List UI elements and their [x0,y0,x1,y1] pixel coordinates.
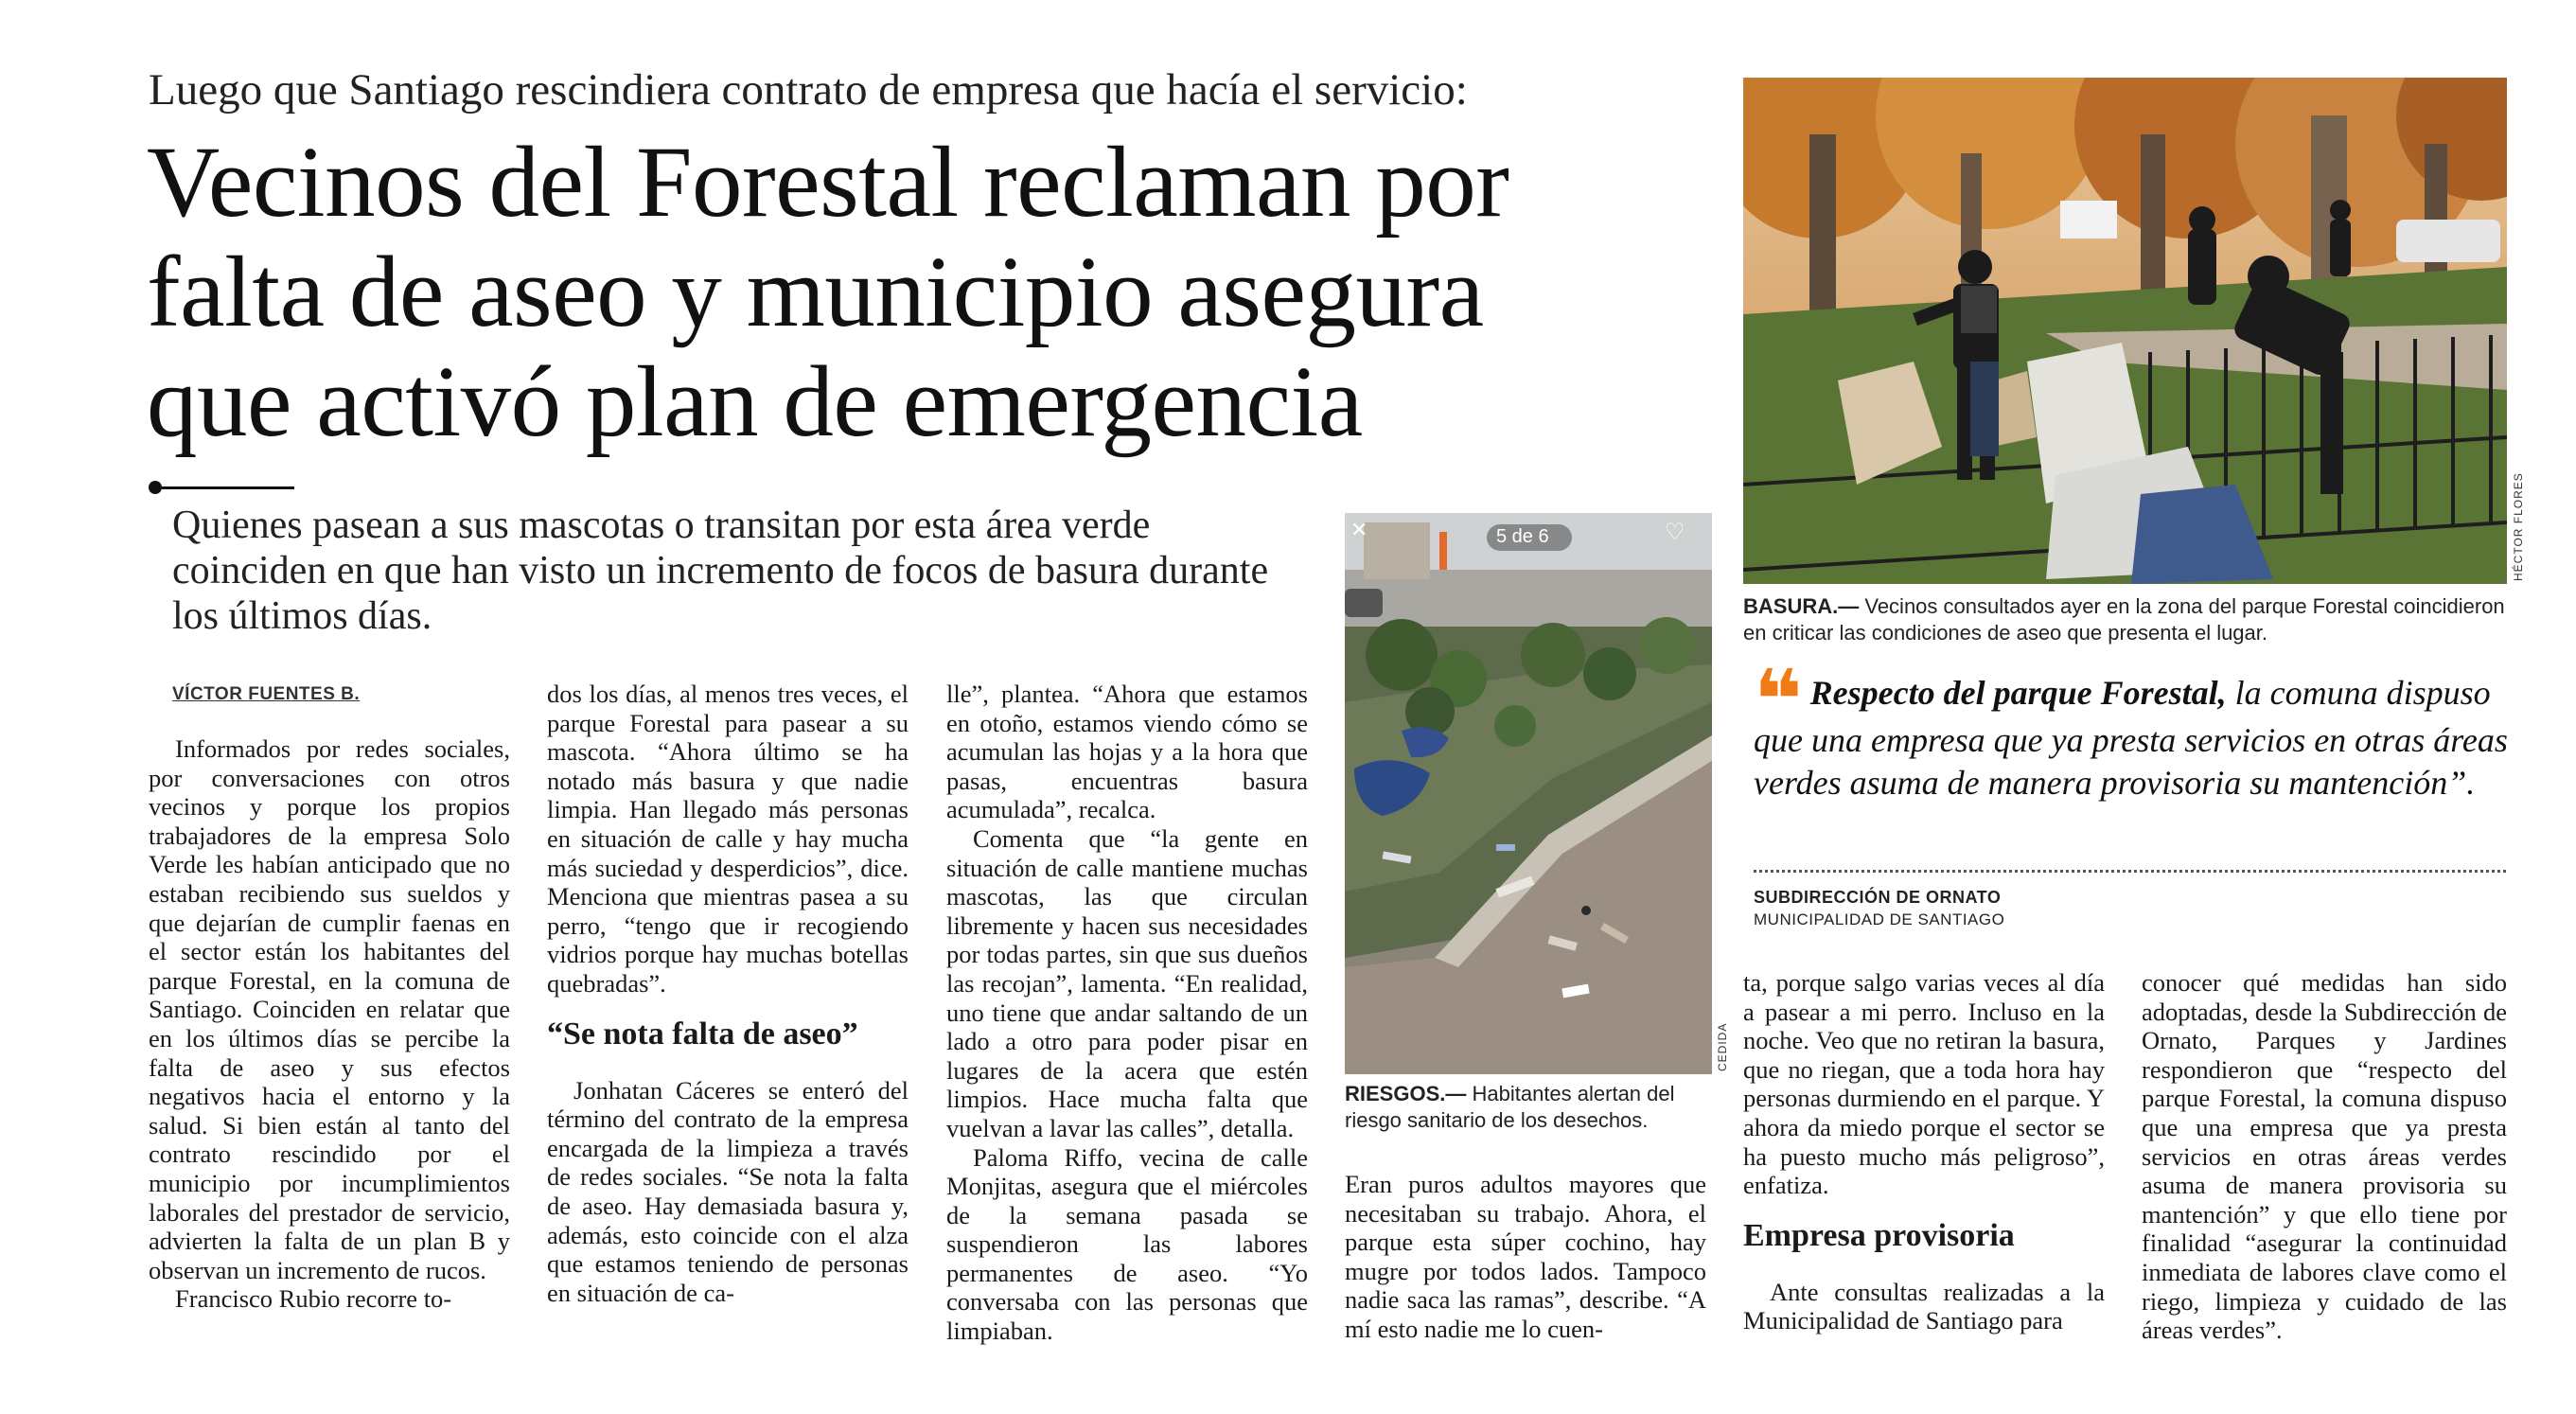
headline [147,128,1661,457]
quote-mark-icon: ❝ [1754,651,1803,749]
headline-line-1: Vecinos del Forestal reclaman por [147,127,1509,239]
deck: Quienes pasean a sus mascotas o transitan por esta área verde coinciden en que han visto un incremento de focos de basura durante los últimos días. [172,504,1269,638]
byline: VÍCTOR FUENTES B. [172,684,361,704]
heart-icon: ♡ [1665,519,1685,545]
caption-basura-label: BASURA.— [1743,594,1860,618]
caption-riesgos-text: Habitantes alertan del riesgo sanitario de los desechos. [1345,1082,1675,1132]
body-paragraph: lle”, plantea. “Ahora que estamos en otoño, estamos viendo cómo se acumulan las hojas y a la hora que pasas, encuentras basura acumulada”, recalca. [946,680,1308,824]
pullquote-lead: Respecto del parque Forestal, [1809,674,2227,712]
body-paragraph: Ante consultas realizadas a la Municipalidad de Santiago para [1743,1277,2105,1335]
pullquote-source-org: MUNICIPALIDAD DE SANTIAGO [1754,910,2005,928]
headline-line-2: falta de aseo y municipio asegura [147,237,1484,348]
pullquote-divider [1754,870,2506,873]
photo-basura [1743,78,2507,584]
pullquote-text: la comuna dispuso que una empresa que ya presta servicios en otras áreas verdes asuma de manera provisoria su mantención”. [1754,674,2508,802]
body-paragraph: Jonhatan Cáceres se enteró del término del contrato de la empresa encargada de la limpieza a través de redes sociales. “Se nota la falta de aseo. Hay demasiada basura y, además, esto coincide con el alza que estamos teniendo de personas en situación de ca- [547,1075,909,1307]
body-paragraph: ta, porque salgo varias veces al día a pasear a mi perro. Incluso en la noche. Veo que no retiran la basura, que no riegan, que a toda hora hay personas durmiendo en el parque. Y ahora da miedo porque el sector se ha puesto mucho más peligroso”, enfatiza. [1743,968,2105,1200]
caption-riesgos-label: RIESGOS.— [1345,1082,1467,1105]
body-paragraph: conocer qué medidas han sido adoptadas, desde la Subdirección de Ornato, Parques y Jardines respondieron que “respecto del parque Forestal, la comuna dispuso que una empresa que ya presta servicios en otras áreas verdes asuma de manera provisoria su mantención” y que ello tiene por finalidad “asegurar la continuidad inmediata de labores clave como el riego, limpieza y cuidado de las áreas verdes”. [2142,968,2507,1345]
body-paragraph: Francisco Rubio recorre to- [175,1284,452,1314]
caption-riesgos [1345,1081,1723,1134]
headline-rule [162,486,294,489]
photo-basura-image [1743,78,2507,584]
pullquote [1754,651,2511,804]
headline-rule-dot [149,481,162,494]
pullquote-source: SUBDIRECCIÓN DE ORNATO [1754,888,2002,907]
subhead-empresa-provisoria: Empresa provisoria [1743,1217,2015,1253]
body-paragraph: Comenta que “la gente en situación de calle mantiene muchas mascotas, las que circulan libremente y hacen sus necesidades por todas partes, sin que sus dueños las recojan”, lamenta. “En realidad, uno tiene que andar saltando de un lado a otro para poder pisar en lugares de la acera que estén limpios. Hace mucha falta que vuelvan a lavar las calles”, detalla. [946,823,1308,1142]
photo-basura-credit: HÉCTOR FLORES [2512,472,2525,581]
photo-counter: 5 de 6 [1496,526,1549,547]
subhead-aseo: “Se nota falta de aseo” [547,1016,858,1052]
caption-basura-text: Vecinos consultados ayer en la zona del parque Forestal coincidieron en criticar las condiciones de aseo que presenta el lugar. [1743,594,2505,645]
photo-riesgos-credit: CEDIDA [1716,1022,1729,1071]
body-paragraph: Paloma Riffo, vecina de calle Monjitas, asegura que el miércoles de la semana pasada se suspendieron las labores permanentes de aseo. “Yo conversaba con las personas que limpiaban. [946,1142,1308,1346]
body-paragraph: Eran puros adultos mayores que necesitaban su trabajo. Ahora, el parque esta súper cochino, hay mugre por todos lados. Tampoco nadie saca las ramas”, describe. “A mí esto nadie me lo cuen- [1345,1170,1706,1343]
close-icon: ✕ [1350,519,1368,542]
body-column-2 [547,680,909,1307]
body-paragraph: dos los días, al menos tres veces, el parque Forestal para pasear a su mascota. “Ahora último se ha notado más basura y que nadie limpia. Han llegado más personas en situación de calle y hay mucha más suciedad y desperdicios”, dice. Menciona que mientras pasea a su perro, “tengo que ir recogiendo vidrios porque hay muchas botellas quebradas”. [547,680,909,998]
body-column-1 [149,734,510,1314]
photo-riesgos-image [1345,513,1712,1074]
kicker: Luego que Santiago rescindiera contrato de empresa que hacía el servicio: [149,65,1468,115]
body-column-3 [946,680,1308,1346]
caption-basura [1743,593,2507,646]
body-column-6 [2142,968,2507,1345]
photo-riesgos [1345,513,1712,1074]
headline-line-3: que activó plan de emergencia [147,346,1363,458]
body-paragraph: Informados por redes sociales, por conversaciones con otros vecinos y porque los propios trabajadores de la empresa Solo Verde les habían anticipado que no estaban recibiendo sus sueldos y que dejarían de cumplir faenas en el sector están los habitantes del parque Forestal, en la comuna de Santiago. Coinciden en relatar que en los últimos días se percibe la falta de aseo y sus efectos negativos hacia el entorno y la salud. Si bien están al tanto del contrato rescindido por el municipio por incumplimientos laborales del prestador de servicio, advierten la falta de un plan B y observan un incremento de rucos. [149,734,510,1284]
body-column-4 [1345,1170,1706,1344]
body-column-5 [1743,968,2105,1335]
